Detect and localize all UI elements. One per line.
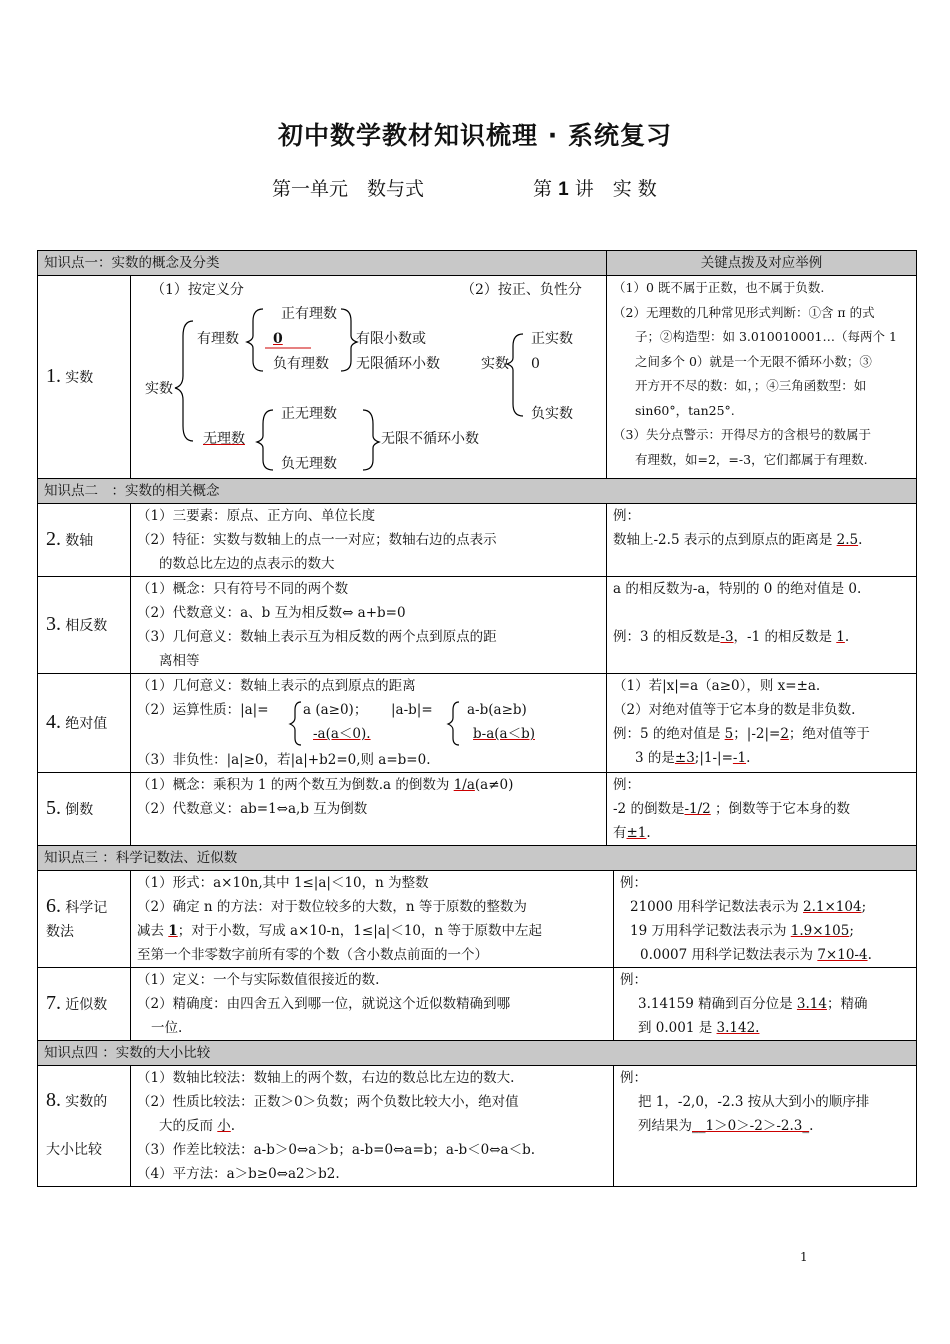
brace-lines: [131, 276, 607, 476]
table-row: 5. 倒数 （1）概念：乘积为 1 的两个数互为倒数.a 的倒数为 1/a(a≠0) （2）代数意义：ab=1⇔a,b 互为倒数 例： -2 的倒数是-1/2 ；倒数等于它本身的数 有±1.: [38, 773, 917, 846]
table-row: 1. 实数 （1）按定义分 （2）按正、负性分 正有理数 有理数 0 有限小数或 负有理数 无限循环小数 实数 正无理数 无理数 无限不循环小数 负无理数 正实数 实数 0 负实数 （1）0 既不属于正数，也不属于负数. （2）无理数的几种常见形式判断：①含 π 的式 子；②构造型：如 3.010010001…（每两个 1 之间多个 0）就是一个无限不循环小数；③ 开方开不尽的数：如，；④三角函数型：如 sin60°，tan25°. （3）失分点警示：开得尽方的含根号的数属于 有理数，如=2，=-3，它们都属于有理数.: [38, 276, 917, 479]
table-row: 8. 实数的 大小比较 （1）数轴比较法：数轴上的两个数，右边的数总比左边的数大. （2）性质比较法：正数＞0＞负数；两个负数比较大小，绝对值 大的反而 小. （3）作差比较法：a-b＞0⇔a＞b；a-b=0⇔a=b；a-b＜0⇔a＜b. （4）平方法：a＞b≥0⇔a2＞b2. 例： 把 1，-2,0，-2.3 按从大到小的顺序排 列结果为__1＞0＞-2＞-2.3_.: [38, 1066, 917, 1187]
classification-tree: （1）按定义分 （2）按正、负性分 正有理数 有理数 0 有限小数或 负有理数 无限循环小数 实数 正无理数 无理数 无限不循环小数 负无理数 正实数 实数 0 负实数: [131, 276, 607, 479]
section-header: 知识点三 ：科学记数法、近似数: [38, 846, 917, 871]
section-header: 知识点二 ：实数的相关概念: [38, 479, 917, 504]
table-row: 7. 近似数 （1）定义：一个与实际数值很接近的数. （2）精确度：由四舍五入到哪一位，就说这个近似数精确到哪 一位. 例： 3.14159 精确到百分位是 3.14；精确 到 0.001 是 3.142.: [38, 968, 917, 1041]
section-header: 知识点一：实数的概念及分类 关键点拨及对应举例: [38, 251, 917, 276]
page-number: 1: [800, 1250, 808, 1264]
table-row: 2. 数轴 （1）三要素：原点、正方向、单位长度 （2）特征：实数与数轴上的点一一对应；数轴右边的点表示 的数总比左边的点表示的数大 例： 数轴上-2.5 表示的点到原点的距离是 2.5.: [38, 504, 917, 577]
brace-lines: [287, 698, 487, 748]
lecture-title: 第 1 讲 实 数: [533, 178, 657, 200]
table-row: 6. 科学记 数法 （1）形式：a×10n,其中 1≤|a|＜10，n 为整数 （2）确定 n 的方法：对于数位较多的大数，n 等于原数的整数为 减去 1；对于小数，写成 a×10-n，1≤|a|＜10，n 等于原数中左起 至第一个非零数字前所有零的个数（含小数点前面的一个） 例： 21000 用科学记数法表示为 2.1×104; 19 万用科学记数法表示为 1.9×105; 0.0007 用科学记数法表示为 7×10-4.: [38, 871, 917, 968]
table-row: 4. 绝对值 （1）几何意义：数轴上表示的点到原点的距离 （2）运算性质：|a|= a (a≥0)； -a(a＜0). |a-b|= a-b(a≥b) b-a(a＜b) （3）非负性：|a|≥0，若|a|+b2=0,则 a=b=0. （1）若|x|=a（a≥0），则 x=±a. （2）对绝对值等于它本身的数是非负数. 例：5 的绝对值是 5；|-2|=2；绝对值等于 3 的是±3;|1-|=-1.: [38, 674, 917, 773]
knowledge-table: [37, 250, 917, 1187]
key-points: （1）0 既不属于正数，也不属于负数. （2）无理数的几种常见形式判断：①含 π 的式 子；②构造型：如 3.010010001…（每两个 1 之间多个 0）就是一个无限不循环小数；③ 开方开不尽的数：如，；④三角函数型：如 sin60°，tan25°. （3）失分点警示：开得尽方的含根号的数属于 有理数，如=2，=-3，它们都属于有理数.: [607, 276, 917, 479]
page-title: 初中数学教材知识梳理 · 系统复习: [278, 121, 672, 150]
section-header: 知识点四 ：实数的大小比较: [38, 1041, 917, 1066]
unit-title: 第一单元 数与式: [272, 178, 425, 200]
table-row: 3. 相反数 （1）概念：只有符号不同的两个数 （2）代数意义：a、b 互为相反数⇔ a+b=0 （3）几何意义：数轴上表示互为相反数的两个点到原点的距 离相等 a 的相反数为-a，特别的 0 的绝对值是 0. 例：3 的相反数是-3，-1 的相反数是 1.: [38, 577, 917, 674]
